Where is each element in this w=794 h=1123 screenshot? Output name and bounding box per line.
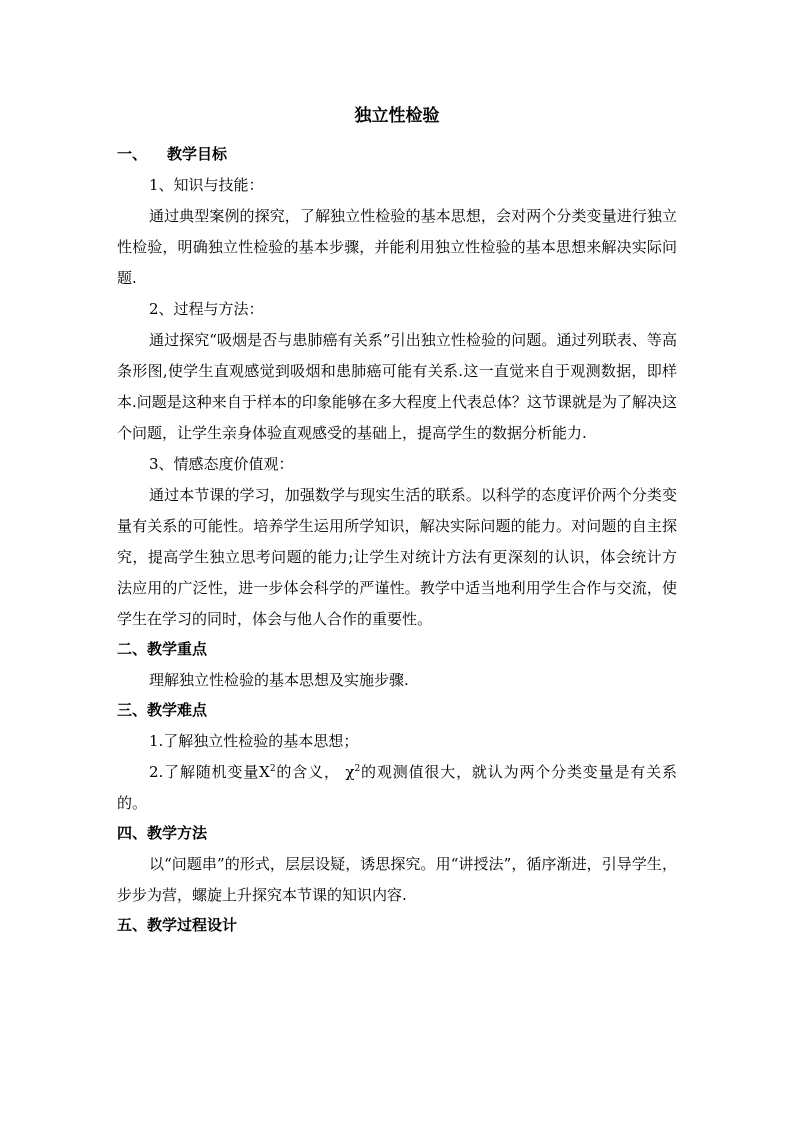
paragraph-process-methods: 通过探究“吸烟是否与患肺癌有关系”引出独立性检验的问题。通过列联表、等高条形图,使学生直观感觉到吸烟和患肺癌可能有关系.这一直觉来自于观测数据，即样本.问题是这种来自于样本的印象能够在多大程度上代表总体？这节课就是为了解决这个问题，让学生亲身体验直观感受的基础上，提高学生的数据分析能力. [117, 331, 677, 442]
difficulty-item-2-text-b: 的含义， χ [275, 763, 355, 781]
section-heading-objectives [117, 140, 677, 170]
section-heading-key-points: 二、教学重点 [117, 640, 208, 658]
document-title: 独立性检验 [354, 106, 440, 126]
section-title: 教学目标 [167, 145, 228, 163]
section-heading-process-design: 五、教学过程设计 [117, 916, 238, 934]
section-number: 一、 [117, 145, 148, 163]
difficulty-item-1: 1.了解独立性检验的基本思想； [149, 732, 359, 750]
difficulty-item-2 [117, 757, 677, 819]
section-heading-methods: 四、教学方法 [117, 824, 208, 842]
subheading-attitudes-values: 3、情感态度价值观： [149, 455, 294, 473]
paragraph-methods: 以“问题串”的形式，层层设疑，诱思探究。用“讲授法”，循序渐进，引导学生，步步为营，螺旋上升探究本节课的知识内容. [117, 855, 677, 904]
paragraph-knowledge-skills: 通过典型案例的探究，了解独立性检验的基本思想，会对两个分类变量进行独立性检验，明确独立性检验的基本步骤，并能利用独立性检验的基本思想来解决实际问题. [117, 207, 677, 287]
subheading-knowledge-skills: 1、知识与技能： [149, 176, 264, 194]
paragraph-key-points: 理解独立性检验的基本思想及实施步骤. [149, 671, 409, 689]
difficulty-item-2-text-c: 的观测值很大，就认为两个分类变量是有关系的。 [117, 763, 677, 812]
section-heading-difficulties: 三、教学难点 [117, 701, 208, 719]
superscript-2: 2 [354, 764, 361, 774]
superscript-2: 2 [269, 764, 276, 774]
document-body [117, 140, 677, 941]
subheading-process-methods: 2、过程与方法： [149, 300, 264, 318]
difficulty-item-2-text-a: 2.了解随机变量Χ [149, 763, 270, 781]
paragraph-attitudes-values: 通过本节课的学习，加强数学与现实生活的联系。以科学的态度评价两个分类变量有关系的可能性。培养学生运用所学知识，解决实际问题的能力。对问题的自主探究，提高学生独立思考问题的能力;让学生对统计方法有更深刻的认识，体会统计方法应用的广泛性，进一步体会科学的严谨性。教学中适当地利用学生合作与交流，使学生在学习的同时，体会与他人合作的重要性。 [117, 486, 677, 628]
